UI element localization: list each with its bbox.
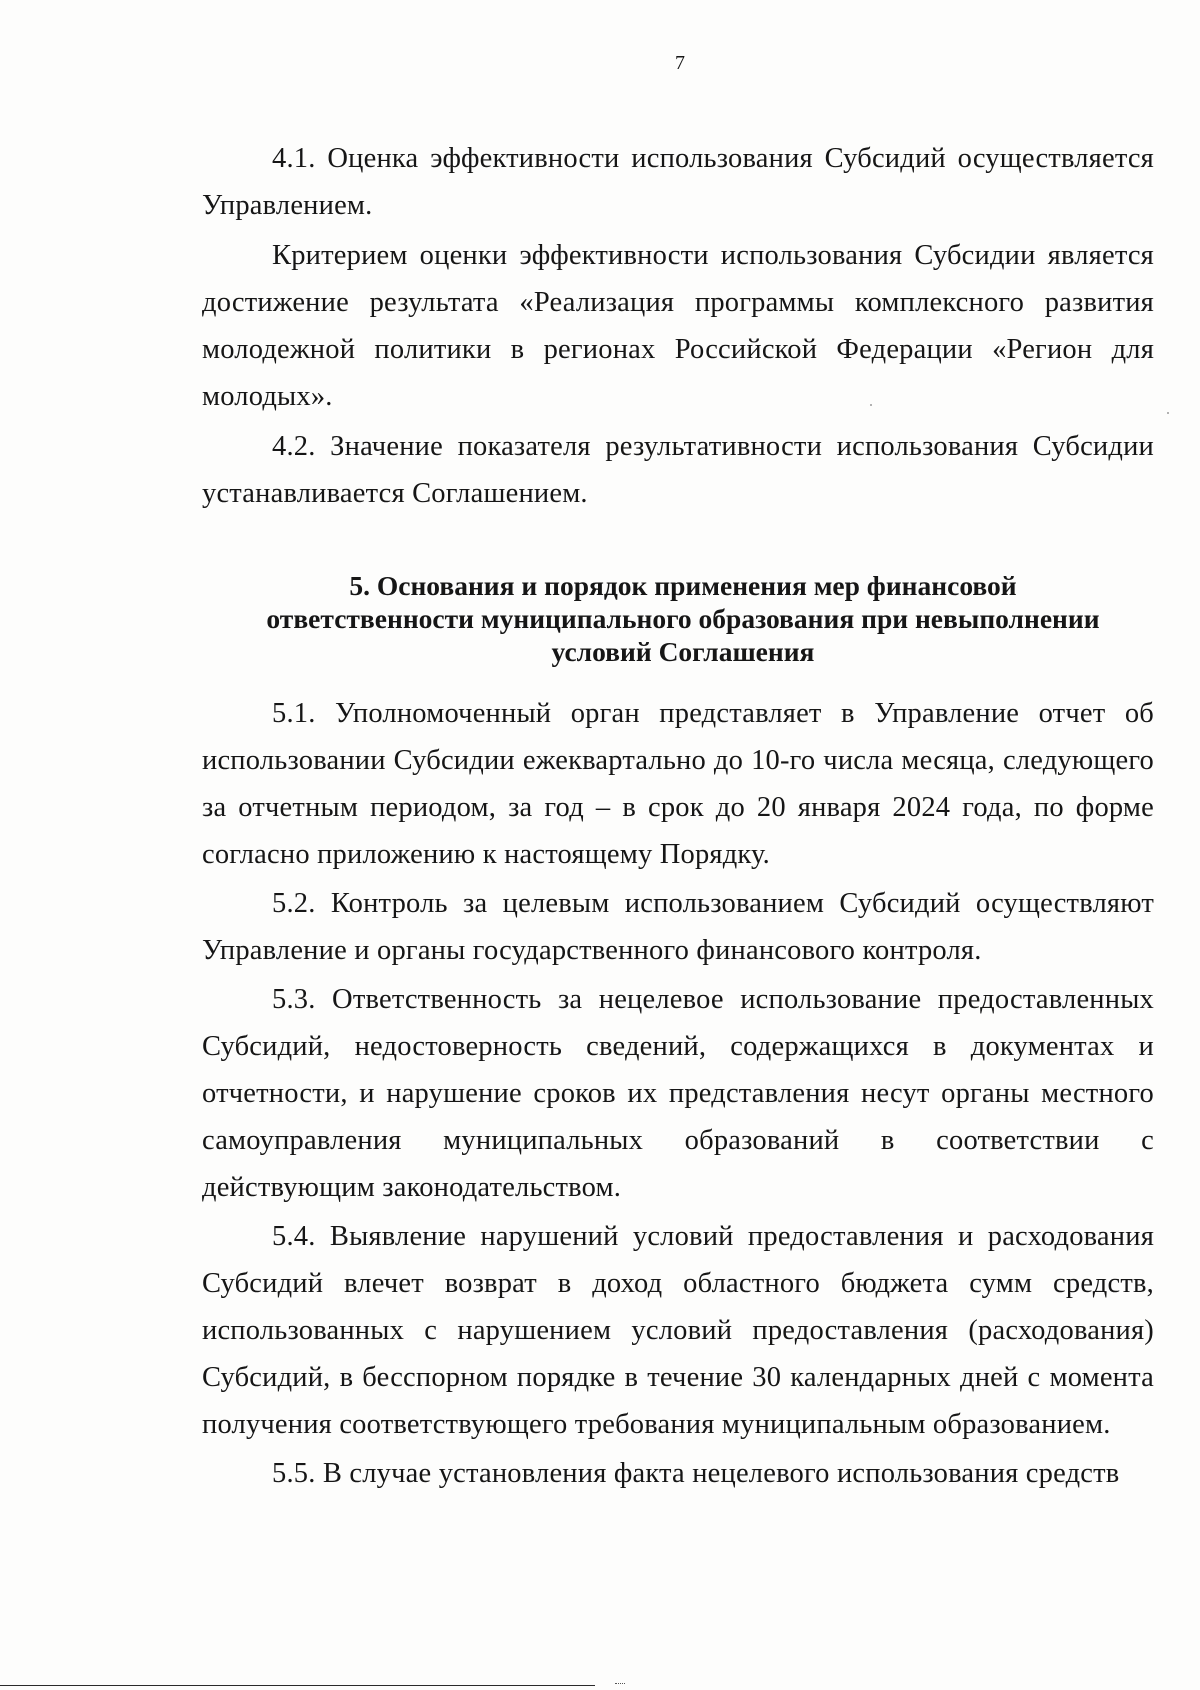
footer-rule: [0, 1685, 595, 1686]
paragraph-4-1: 4.1. Оценка эффективности использования Субсидий осуществляется Управлением.: [202, 143, 1154, 221]
paragraph-5-1: 5.1. Уполномоченный орган представляет в Управление отчет об использовании Субсидии ежеквартально до 10-го числа месяца, следующего за отчетным периодом, за год – в срок до 20 января 2024 года, по форме согласно приложению к настоящему Порядку.: [202, 698, 1154, 870]
paragraph-5-2: 5.2. Контроль за целевым использованием Субсидий осуществляют Управление и органы государственного финансового контроля.: [202, 888, 1154, 966]
page-number: 7: [675, 52, 685, 74]
scan-speck: [1167, 412, 1169, 414]
section-heading-line: 5. Основания и порядок применения мер финансовой: [349, 570, 1017, 601]
section-heading-line: условий Соглашения: [551, 636, 815, 667]
paragraph-criterion: Критерием оценки эффективности использования Субсидии является достижение результата «Реализация программы комплексного развития молодежной политики в регионах Российской Федерации «Регион для молодых».: [202, 240, 1154, 412]
paragraph-5-4: 5.4. Выявление нарушений условий предоставления и расходования Субсидий влечет возврат в доход областного бюджета сумм средств, использованных с нарушением условий предоставления (расходования) Субсидий, в бесспорном порядке в течение 30 календарных дней с момента получения соответствующего требования муниципальным образованием.: [202, 1221, 1154, 1440]
paragraph-4-2: 4.2. Значение показателя результативности использования Субсидии устанавливается Соглашением.: [202, 431, 1154, 509]
paragraph-5-5: 5.5. В случае установления факта нецелевого использования средств: [272, 1458, 1120, 1489]
paragraph-5-3: 5.3. Ответственность за нецелевое использование предоставленных Субсидий, недостоверность сведений, содержащихся в документах и отчетности, и нарушение сроков их представления несут органы местного самоуправления муниципальных образований в соответствии с действующим законодательством.: [202, 984, 1154, 1203]
footer-dots: [615, 1679, 625, 1684]
section-heading-line: ответственности муниципального образования при невыполнении: [266, 603, 1100, 634]
document-body: [202, 135, 1154, 1497]
section-5-heading: [202, 569, 1154, 668]
scan-speck: [870, 404, 872, 406]
